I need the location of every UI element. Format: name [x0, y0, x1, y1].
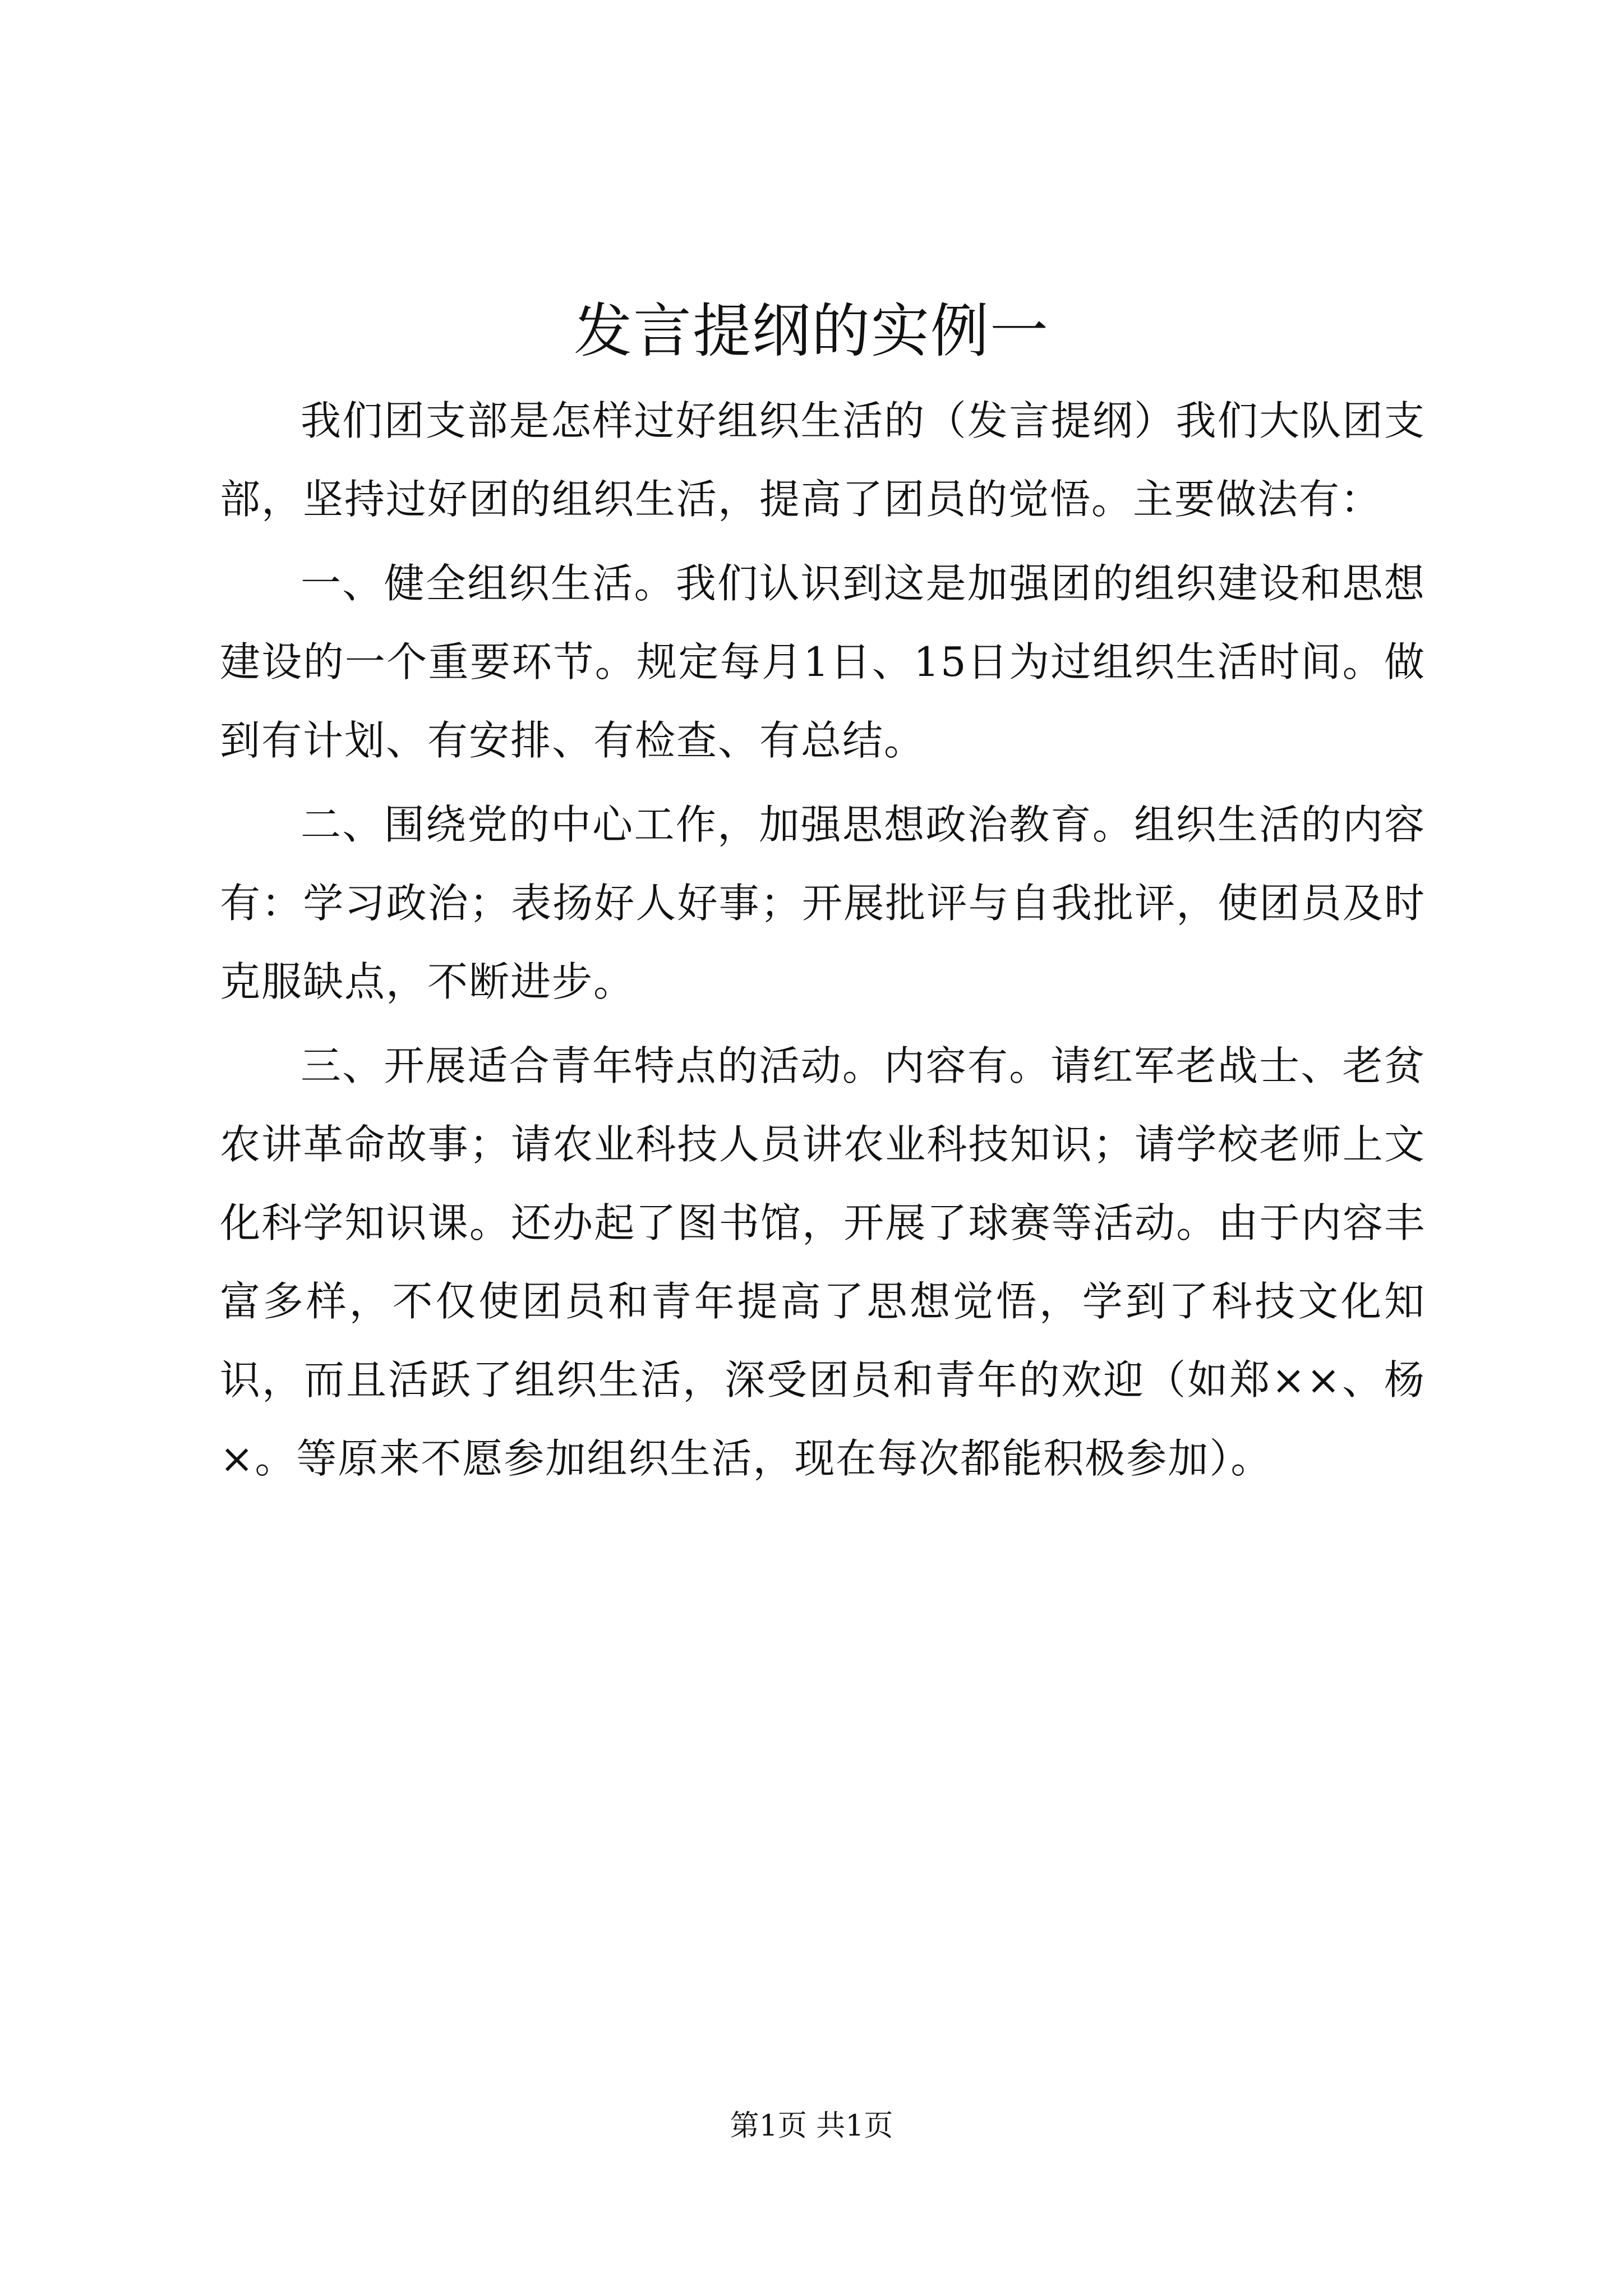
paragraph-point-three: 三、开展适合青年特点的活动。内容有。请红军老战士、老贫农讲革命故事；请农业科技人员讲农业科技知识；请学校老师上文化科学知识课。还办起了图书馆，开展了球赛等活动。由于内容丰富多样，不仅使团员和青年提高了思想觉悟，学到了科技文化知识，而且活跃了组织生活，深受团员和青年的欢迎（如郑××、杨×。等原来不愿参加组织生活，现在每次都能积极参加）。 [220, 1042, 1426, 1482]
document-body [220, 381, 1426, 1498]
document-title: 发言提纲的实例一 [573, 297, 1049, 365]
paragraph-point-one: 一、健全组织生活。我们认识到这是加强团的组织建设和思想建设的一个重要环节。规定每月1日、15日为过组织生活时间。做到有计划、有安排、有检查、有总结。 [220, 560, 1426, 764]
paragraph-intro: 我们团支部是怎样过好组织生活的（发言提纲）我们大队团支部，坚持过好团的组织生活，提高了团员的觉悟。主要做法有： [220, 397, 1426, 523]
page-footer: 第1页 共1页 [730, 2109, 893, 2143]
paragraph-point-two: 二、围绕党的中心工作，加强思想政治教育。组织生活的内容有：学习政治；表扬好人好事；开展批评与自我批评，使团员及时克服缺点，不断进步。 [220, 801, 1426, 1005]
